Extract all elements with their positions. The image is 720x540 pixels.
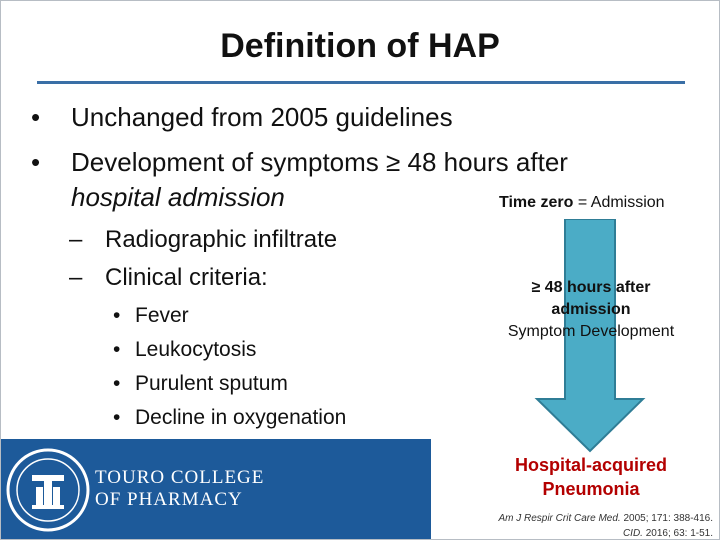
citation-1-ref: 2005; 171: 388-416.	[623, 513, 713, 524]
sub-bullet-item	[69, 263, 268, 293]
after48-line-1: ≥ 48 hours after	[531, 279, 651, 296]
after48-line-2: admission	[551, 301, 631, 318]
bullet-marker: •	[113, 406, 121, 429]
college-logo-text	[95, 467, 264, 511]
citation-2	[413, 528, 713, 539]
clinical-text: Decline in oxygenation	[135, 406, 347, 429]
clinical-text: Purulent sputum	[135, 372, 288, 395]
sub-bullet-text: Clinical criteria:	[105, 264, 268, 291]
bullet-continuation: hospital admission	[71, 182, 285, 212]
college-seal-icon	[5, 447, 91, 533]
time-zero-value: = Admission	[577, 194, 665, 211]
citation-2-ref: 2016; 63: 1-51.	[645, 528, 713, 539]
dash-marker: –	[69, 226, 83, 253]
hap-outcome-label	[471, 453, 711, 501]
bullet-marker: •	[31, 147, 41, 177]
after-48-hours-label	[491, 277, 691, 321]
clinical-text: Leukocytosis	[135, 338, 257, 361]
bullet-item	[31, 147, 568, 177]
citation-1-journal: Am J Respir Crit Care Med.	[498, 513, 621, 524]
slide-title: Definition of HAP	[220, 27, 500, 65]
logo-line-1: TOURO COLLEGE	[95, 467, 265, 488]
clinical-item	[113, 303, 189, 329]
clinical-item	[113, 405, 346, 431]
bullet-text: Development of symptoms ≥ 48 hours after	[71, 147, 568, 177]
citation-1	[413, 513, 713, 524]
clinical-item	[113, 371, 288, 397]
time-zero-title: Time zero	[499, 194, 574, 211]
title-divider	[37, 81, 685, 84]
bullet-marker: •	[113, 372, 121, 395]
citation-2-journal: CID.	[622, 528, 643, 539]
bullet-marker: •	[113, 304, 121, 327]
bullet-text: Unchanged from 2005 guidelines	[71, 102, 453, 132]
sub-bullet-item	[69, 225, 337, 255]
clinical-text: Fever	[135, 304, 189, 327]
dash-marker: –	[69, 264, 83, 291]
sub-bullet-text: Radiographic infiltrate	[105, 226, 338, 253]
time-zero-label	[499, 194, 665, 212]
outcome-line-1: Hospital-acquired	[514, 455, 668, 475]
logo-line-2: OF PHARMACY	[95, 489, 243, 510]
bullet-marker: •	[113, 338, 121, 361]
outcome-line-2: Pneumonia	[542, 479, 640, 499]
symptom-development-label: Symptom Development	[507, 323, 675, 340]
clinical-item	[113, 337, 256, 363]
bullet-item	[31, 102, 453, 132]
bullet-marker: •	[31, 102, 41, 132]
